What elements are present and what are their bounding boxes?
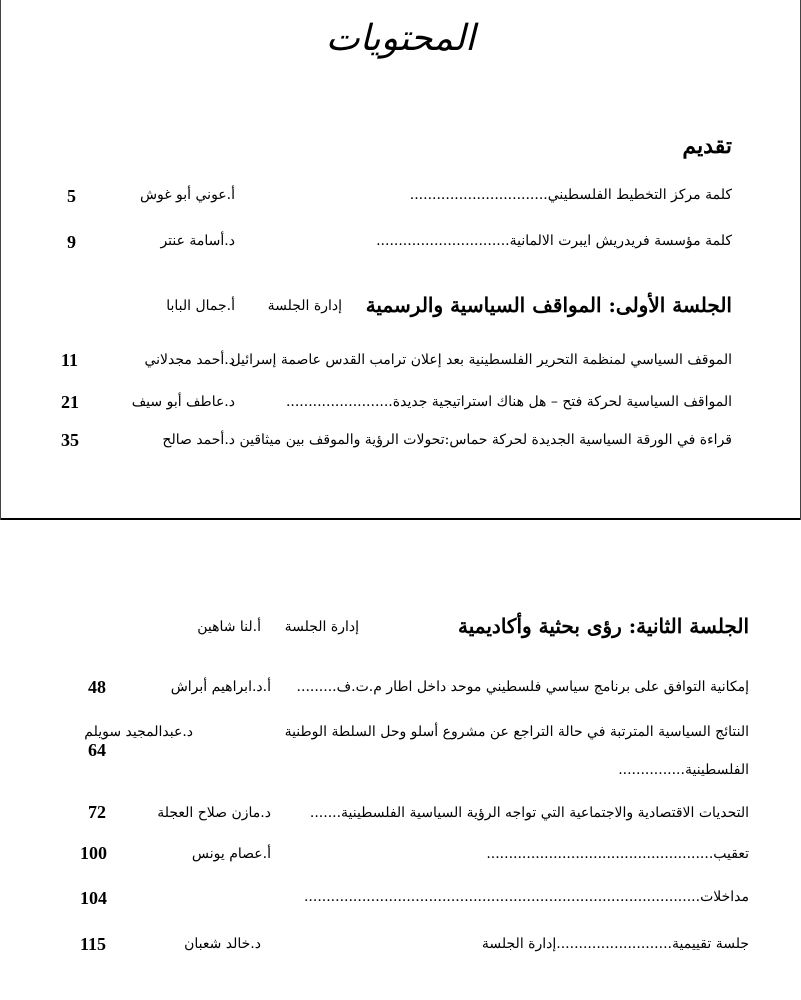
intro-section-title: تقديم xyxy=(682,133,732,159)
toc-entry-title: مداخلات......................................................................................... xyxy=(303,889,749,905)
session2-title: الجلسة الثانية: رؤى بحثية وأكاديمية xyxy=(458,614,749,638)
contents-page-2 xyxy=(0,548,801,1000)
toc-entry-title: النتائج السياسية المترتبة في حالة التراجع عن مشروع أسلو وحل السلطة الوطنية xyxy=(284,724,749,740)
toc-entry-page: 115 xyxy=(80,934,107,954)
toc-entry-author: د.أحمد مجدلاني xyxy=(144,352,235,368)
session2-moderation-label: إدارة الجلسة xyxy=(284,619,359,635)
toc-entry-author: أ.عصام يونس xyxy=(191,846,271,862)
page-bottom-rule xyxy=(1,518,800,520)
toc-entry-title: جلسة تقييمية..........................إدارة الجلسة xyxy=(481,936,749,952)
toc-entry-page: 104 xyxy=(80,888,107,908)
toc-entry-author: د.عاطف أبو سيف xyxy=(131,394,235,410)
toc-entry-page: 35 xyxy=(61,430,79,450)
toc-entry-title: المواقف السياسية لحركة فتح – هل هناك استراتيجية جديدة........................ xyxy=(285,394,732,410)
toc-entry-page: 5 xyxy=(67,186,76,206)
session1-moderation-label: إدارة الجلسة xyxy=(267,298,342,314)
toc-entry-title-continued: الفلسطينية............... xyxy=(618,762,749,778)
toc-entry-title: كلمة مركز التخطيط الفلسطيني............................... xyxy=(409,187,732,203)
session2-moderator: أ.لنا شاهين xyxy=(197,619,261,635)
toc-entry-title: التحديات الاقتصادية والاجتماعية التي تواجه الرؤية السياسية الفلسطينية....... xyxy=(309,805,749,821)
toc-entry-author: أ.د.ابراهيم أبراش xyxy=(170,679,271,695)
toc-entry-page: 48 xyxy=(88,677,106,697)
contents-heading: المحتويات xyxy=(325,18,476,59)
toc-entry-title: إمكانية التوافق على برنامج سياسي فلسطيني موحد داخل اطار م.ت.ف......... xyxy=(296,679,749,695)
toc-entry-page: 21 xyxy=(61,392,79,412)
toc-entry-title: كلمة مؤسسة فريدريش ايبرت الالمانية.............................. xyxy=(376,233,732,249)
toc-entry-page: 9 xyxy=(67,232,76,252)
session1-moderator: أ.جمال البابا xyxy=(166,298,235,314)
toc-entry-author: د.أحمد صالح xyxy=(162,432,235,448)
toc-entry-title: تعقيب................................................... xyxy=(486,846,749,862)
toc-entry-author: د.عبدالمجيد سويلم xyxy=(84,724,193,740)
toc-entry-author: أ.عوني أبو غوش xyxy=(139,187,235,203)
toc-entry-author: د.خالد شعبان xyxy=(184,936,261,952)
toc-entry-page: 100 xyxy=(80,843,107,863)
toc-entry-author: د.مازن صلاح العجلة xyxy=(157,805,271,821)
toc-entry-page: 11 xyxy=(61,350,79,370)
session1-title: الجلسة الأولى: المواقف السياسية والرسمية xyxy=(365,293,732,317)
toc-entry-author: د.أسامة عنتر xyxy=(160,233,235,249)
toc-entry-title: الموقف السياسي لمنظمة التحرير الفلسطينية بعد إعلان ترامب القدس عاصمة إسرائيل xyxy=(230,352,732,368)
toc-entry-title: قراءة في الورقة السياسية الجديدة لحركة حماس:تحولات الرؤية والموقف بين ميثاقين xyxy=(239,432,732,448)
toc-entry-page: 72 xyxy=(88,802,106,822)
toc-entry-page: 64 xyxy=(88,740,106,760)
